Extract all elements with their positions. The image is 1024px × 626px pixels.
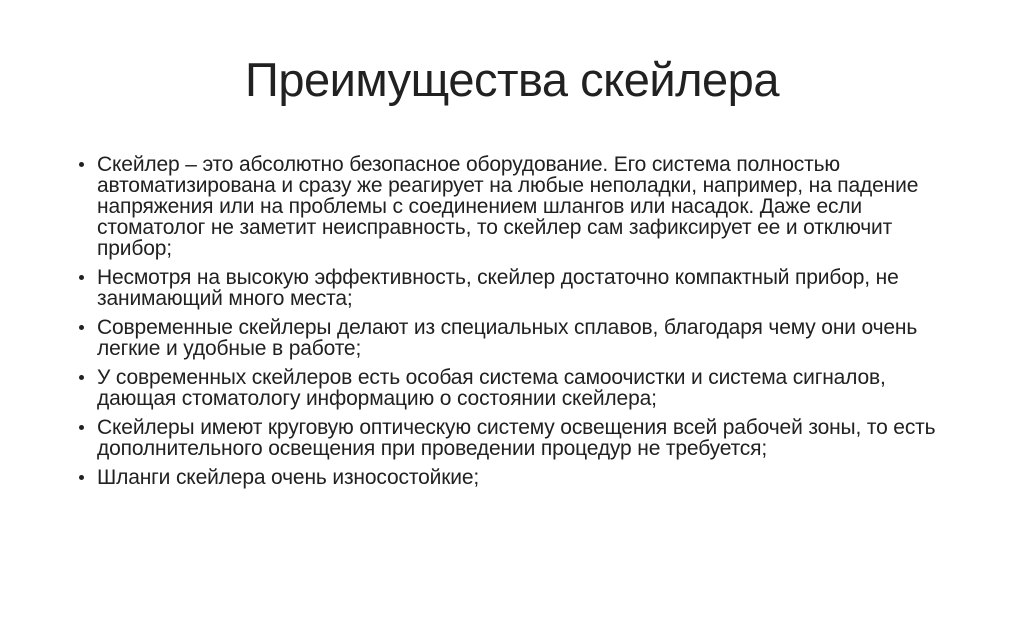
bullet-dot-icon xyxy=(79,275,84,280)
slide-title: Преимущества скейлера xyxy=(245,53,779,106)
bullet-text: Скейлер – это абсолютно безопасное оборудование. Его система полностью автоматизирована и сразу же реагирует на любые неполадки, например, на падение напряжения или на проблемы с соединением шлангов или насадок. Даже если стоматолог не заметит неисправность, то скейлер сам зафиксирует ее и отключит прибор; xyxy=(97,153,919,261)
bullet-item xyxy=(78,154,957,259)
bullet-dot-icon xyxy=(79,475,84,480)
bullet-item xyxy=(78,317,957,359)
bullet-item xyxy=(78,267,957,309)
bullet-dot-icon xyxy=(79,425,84,430)
bullet-list xyxy=(78,154,957,488)
bullet-text: Скейлеры имеют круговую оптическую систему освещения всей рабочей зоны, то есть дополнительного освещения при проведении процедур не требуется; xyxy=(97,416,936,461)
bullet-text: Современные скейлеры делают из специальных сплавов, благодаря чему они очень легкие и удобные в работе; xyxy=(97,316,918,361)
bullet-dot-icon xyxy=(79,375,84,380)
bullet-text: У современных скейлеров есть особая система самоочистки и система сигналов, дающая стоматологу информацию о состоянии скейлера; xyxy=(97,366,886,411)
bullet-item xyxy=(78,417,957,459)
bullet-text: Несмотря на высокую эффективность, скейлер достаточно компактный прибор, не занимающий много места; xyxy=(97,266,899,311)
bullet-text: Шланги скейлера очень износостойкие; xyxy=(97,466,480,490)
slide xyxy=(0,52,1024,626)
bullet-item xyxy=(78,467,957,488)
bullet-dot-icon xyxy=(79,325,84,330)
bullet-item xyxy=(78,367,957,409)
bullet-dot-icon xyxy=(79,162,84,167)
